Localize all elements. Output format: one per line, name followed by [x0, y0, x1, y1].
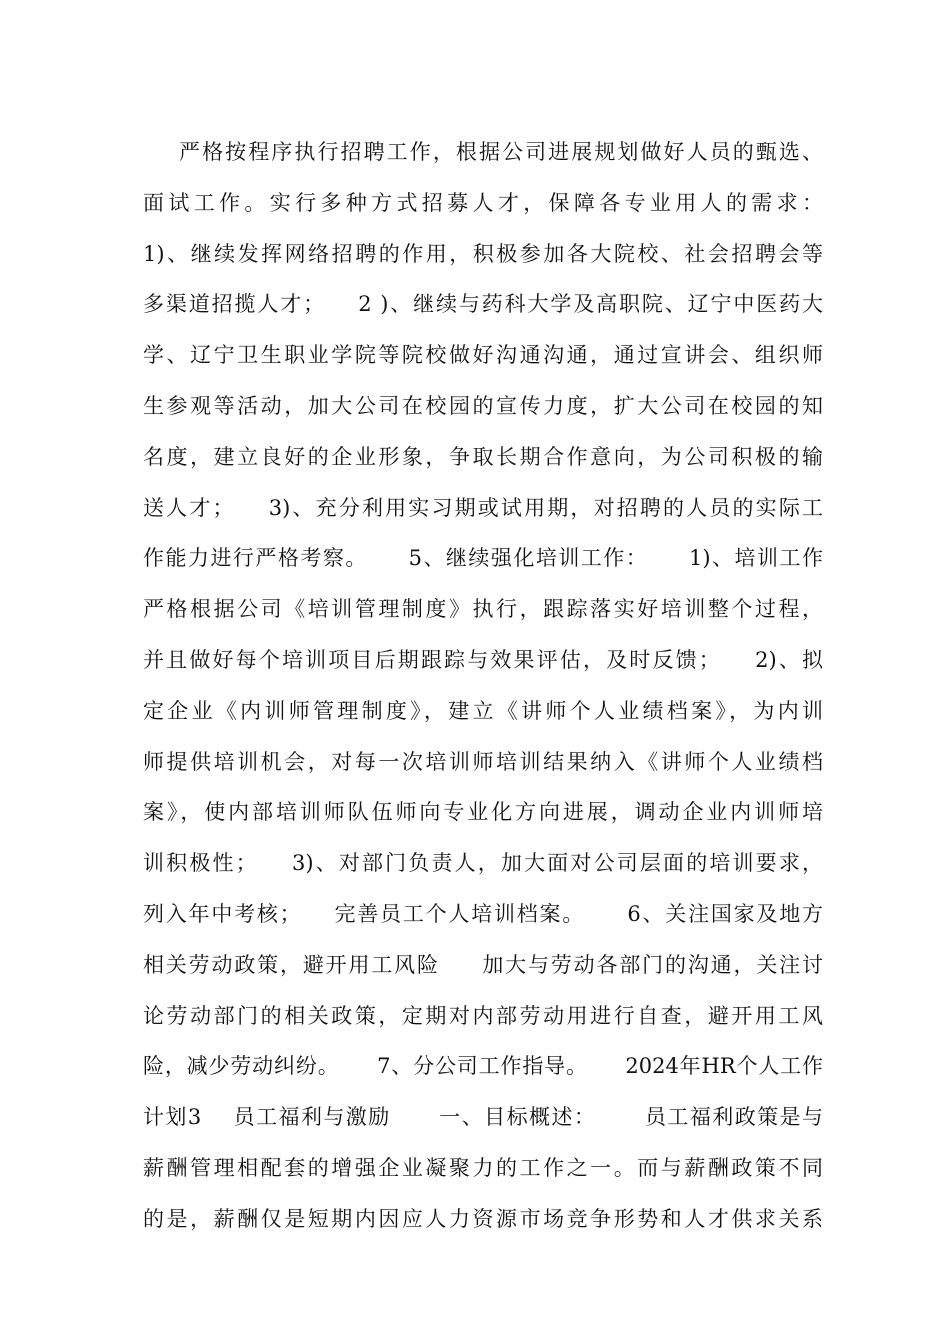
text-line: 学、辽宁卫生职业学院等院校做好沟通沟通，通过宣讲会、组织师: [143, 343, 823, 368]
text-line: 送人才； 3)、充分利用实习期或试用期，对招聘的人员的实际工: [143, 495, 823, 520]
text-line: 面试工作。实行多种方式招募人才，保障各专业用人的需求：: [143, 190, 823, 215]
text-line: 名度，建立良好的企业形象，争取长期合作意向，为公司积极的输: [143, 444, 823, 469]
text-line: 严格按程序执行招聘工作，根据公司进展规划做好人员的甄选、: [179, 140, 823, 164]
text-line: 作能力进行严格考察。 5、继续强化培训工作： 1)、培训工作: [143, 546, 823, 571]
text-line: 多渠道招揽人才； 2 )、继续与药科大学及高职院、辽宁中医药大: [143, 292, 823, 317]
text-line: 严格根据公司《培训管理制度》执行，跟踪落实好培训整个过程，: [143, 597, 823, 622]
text-line: 相关劳动政策，避开用工风险 加大与劳动各部门的沟通，关注讨: [143, 952, 823, 977]
text-line: 并且做好每个培训项目后期跟踪与效果评估，及时反馈； 2)、拟: [143, 647, 823, 672]
text-line: 训积极性； 3)、对部门负责人，加大面对公司层面的培训要求，: [143, 851, 823, 876]
text-line: 案》，使内部培训师队伍师向专业化方向进展，调动企业内训师培: [143, 800, 823, 825]
text-line: 的是，薪酬仅是短期内因应人力资源市场竞争形势和人才供求关系: [143, 1206, 823, 1231]
text-line: 1)、继续发挥网络招聘的作用，积极参加各大院校、社会招聘会等: [143, 241, 823, 266]
text-line: 师提供培训机会，对每一次培训师培训结果纳入《讲师个人业绩档: [143, 749, 823, 774]
text-line: 薪酬管理相配套的增强企业凝聚力的工作之一。而与薪酬政策不同: [143, 1155, 823, 1180]
text-line: 论劳动部门的相关政策，定期对内部劳动用进行自查，避开用工风: [143, 1003, 823, 1028]
text-line: 列入年中考核； 完善员工个人培训档案。 6、关注国家及地方: [143, 901, 823, 926]
text-line: 险，减少劳动纠纷。 7、分公司工作指导。 2024年HR个人工作: [143, 1054, 823, 1079]
text-line: 定企业《内训师管理制度》，建立《讲师个人业绩档案》，为内训: [143, 698, 823, 723]
text-line: 生参观等活动，加大公司在校园的宣传力度，扩大公司在校园的知: [143, 393, 823, 418]
text-line: 计划3 员工福利与激励 一、目标概述： 员工福利政策是与: [143, 1105, 823, 1130]
body-text: [143, 127, 823, 1245]
